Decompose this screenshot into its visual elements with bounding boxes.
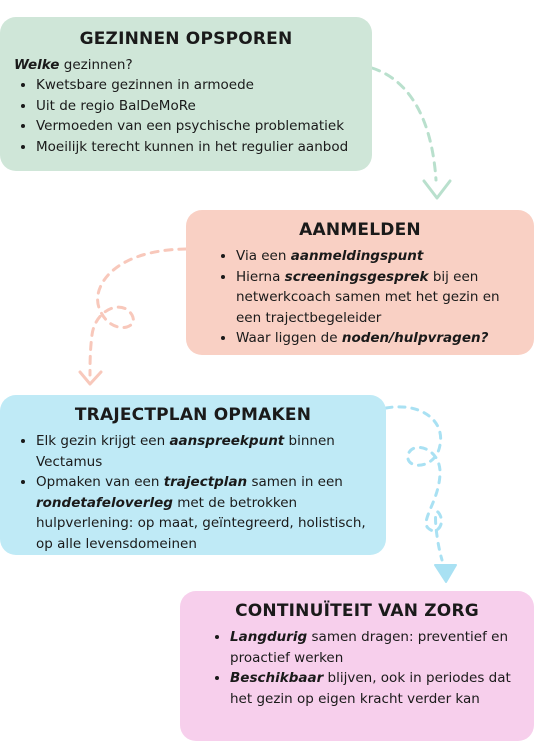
list-item: • Elk gezin krijgt een aanspreekpunt binnen Vectamus [36,431,372,472]
steps-list [14,431,372,554]
steps-list [200,246,520,349]
box-aanmelden [186,210,534,355]
box-continuiteit-van-zorg [180,591,534,741]
box-title: GEZINNEN OPSPOREN [79,29,293,49]
list-item: • Uit de regio BalDeMoRe [36,96,358,117]
list-item: • Vermoeden van een psychische problematiek [36,116,358,137]
list-item: • Beschikbaar blijven, ook in periodes dat het gezin op eigen kracht verder kan [230,668,520,709]
intro-text: gezinnen? [59,57,133,73]
box-title: AANMELDEN [299,220,421,240]
list-item: • Via een aanmeldingspunt [236,246,520,267]
steps-list [194,627,520,709]
arrow-head-1 [424,181,450,198]
intro-emphasis: Welke [14,57,60,73]
list-item: • Langdurig samen dragen: preventief en proactief werken [230,627,520,668]
box-title: CONTINUÏTEIT VAN ZORG [235,601,479,621]
box-gezinnen-opsporen [0,17,372,171]
box-intro [14,55,358,75]
list-item: • Waar liggen de noden/hulpvragen? [236,328,520,349]
arrow-opsporen-to-aanmelden [372,68,436,180]
arrow-head-2 [80,372,101,384]
criteria-list [14,75,358,157]
arrow-trajectplan-to-continuiteit [386,407,442,560]
box-trajectplan-opmaken [0,395,386,555]
list-item: • Opmaken van een trajectplan samen in een rondetafeloverleg met de betrokken hulpverlening: op maat, geïntegreerd, holistisch, op alle levensdomeinen [36,472,372,554]
list-item: • Hierna screeningsgesprek bij een netwerkcoach samen met het gezin en een trajectbegeleider [236,267,520,329]
list-item: • Kwetsbare gezinnen in armoede [36,75,358,96]
list-item: • Moeilijk terecht kunnen in het regulier aanbod [36,137,358,158]
box-title: TRAJECTPLAN OPMAKEN [74,405,312,425]
arrow-head-3 [435,565,456,582]
arrow-aanmelden-to-trajectplan [90,249,186,375]
